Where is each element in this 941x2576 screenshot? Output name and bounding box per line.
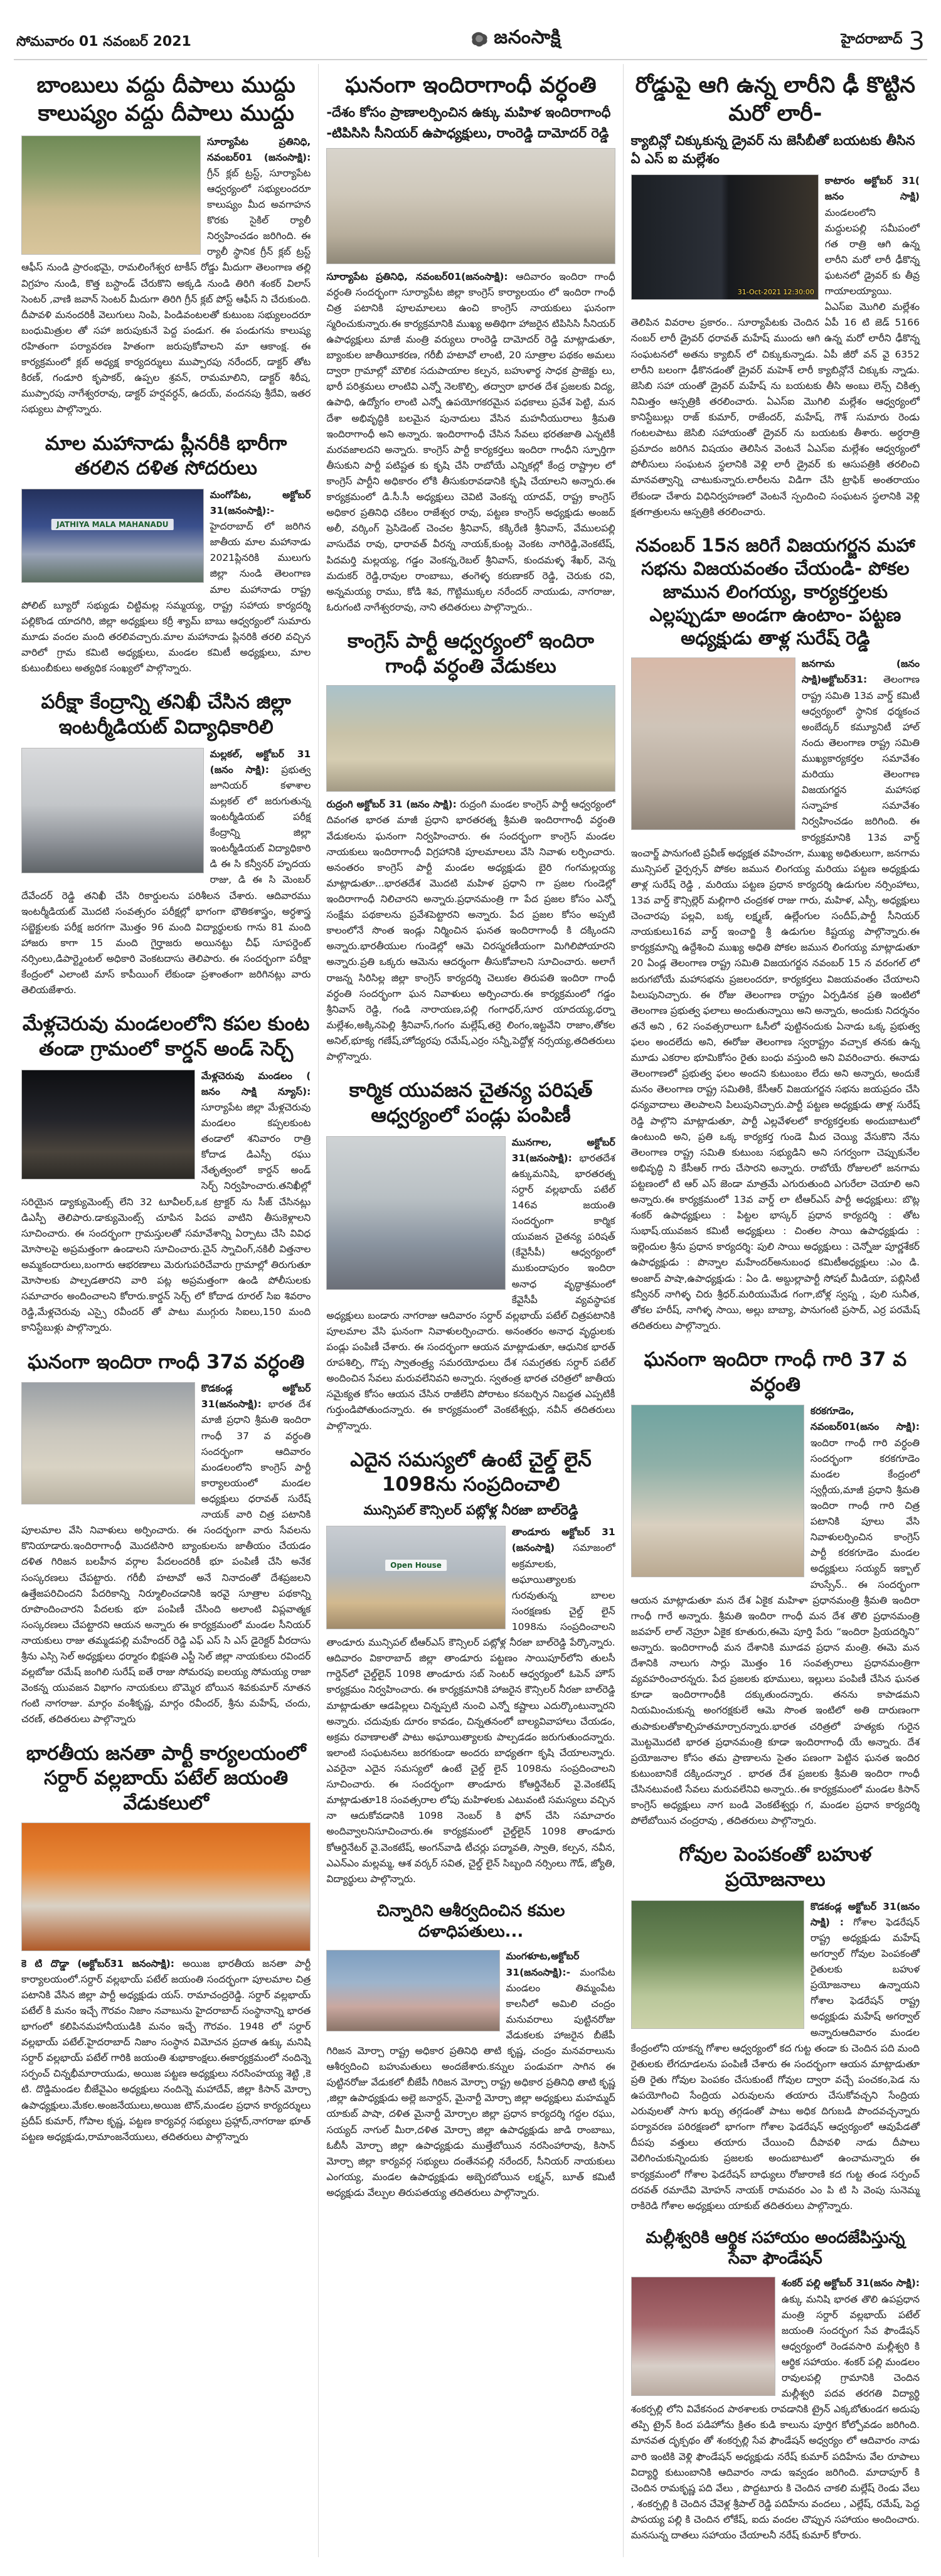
article-body-text: రుద్రంగి మండల కాంగ్రెస్ పార్టీ ఆధ్వర్యంలో దివంగత భారత మాజీ ప్రధాని భారతరత్న శ్రీమతి ఇందిరాగాంధీ వర్ధంతి వేడుకలను ఘనంగా నిర్వహించారు. ఈ సందర్భంగా కాంగ్రెస్ మండల నాయకులు ఇందిరాగాంధీ విగ్రహానికి పూలమాలలు వేసి నివాళు లర్పించారు. అనంతరం కాంగ్రెస్ పార్టీ మండల అధ్యక్షుడు బైరి గంగమల్లయ్య మాట్లాడుతూ...భారతదేశ మొదటి మహిళ ప్రధాని గా ప్రజల గుండెల్లో ఇందిరాగాంధీ నిలిచారని అన్నారు.ప్రధానమంత్రి గా పేద ప్రజల కోసం ఎన్నో సంక్షేమ పథకాలను ప్రవేశపెట్టారని అన్నారు. పేద ప్రజల కోసం అప్పటి కాలంలోనే సొంత ఇండ్లు నిర్మించిన ఘనత ఇందిరాగాంధీ కి దక్కిందని అన్నారు.భారతీయుల గుండెల్లో ఆమె చిరస్మరణీయంగా మిగిలిపోయారని అన్నారు.ప్రతి ఒక్కరు ఆమెను ఆదర్శంగా తీసుకోవాలని సూచించారు. అలాగే రాజన్న సిరిసిల్ల జిల్లా కాంగ్రెస్ కార్యదర్శి చెలుకల తిరుపతి ఇందిరా గాంధీ వర్ధంతి సందర్భంగా ఘన నివాళులు అర్పించారు.ఈ కార్యక్రమంలో గడ్డం శ్రీనివాస్ రెడ్డి, గండి నారాయణ,పల్లి గంగాధర్,సూర యాదయ్య,ధర్నా మల్లేశం,అక్కినపెల్లి శ్రీనివాస్,గంగం మల్లేష్,తర్రె లింగం,ఇట్టవేని రాజాం,తోకల అనిల్,భూక్య గణేష్,హోద్యరపు రమేష్,ఎర్రం సన్నీ,పెద్దోళ్ల నర్సయ్య,తదితరులు పాల్గొన్నారు. — [326, 799, 615, 1063]
edition-date: సోమవారం 01 నవంబర్ 2021 — [16, 34, 191, 50]
article-body-text: సమాజంలో అక్రమాలకు, అఘాయిత్యాలకు గురవుతున్న బాలల సంరక్షణకు చైల్డ్ లైన్ 1098ను సంప్రదించాలని తాండూరు మున్సిపల్ టీఆర్ఎస్ కౌన్సిలర్ పట్లోళ్ల నీరజా బాల్‌రెడ్డి పేర్కొన్నారు. ఆదివారం వికారాబాద్ జిల్లా తాండూరు పట్టణం సాయిపూర్‌లోని తులసీ గార్డెన్‌లో చైల్డ్‌లైన్ 1098 తాండూరు సబ్ సెంటర్ ఆధ్వర్యంలో ఓపెన్ హౌస్ కార్యక్రమం నిర్వహించారు. ఈ కార్యక్రమానికి హాజరైన కౌన్సిలర్ నీరజా బాల్‌రెడ్డి మాట్లాడుతూ ఆడపిల్లలు చిన్నప్పటి నుంచి ఎన్నో కష్టాలు ఎదుర్కొంటున్నారని అన్నారు. చదువుకు దూరం కావడం, చిన్నతనంలో బాల్యవివాహాలు చేయడం, అక్రమ రవాణాలతో పాటు అఘాయిత్యాలకు పాల్పడడం జరుగుతుందన్నారు. ఇలాంటి సంఘటనలు జరగకుండా అందరు బాధ్యతగా కృషి చేయాలన్నారు. ఎవరైనా ఎదైన సమస్యలో ఉంటే చైల్డ్ లైన్ 1098ను సంప్రదించాలని సూచించారు. ఈ సందర్భంగా తాండూరు కోఆర్డినేటర్ వై.వెంకటేష్ మాట్లాడుతూ18 సంవత్సరాల లోపు మహిళలకు ఎటువంటి సమస్యలు వచ్చిన నా ఆదుకోవడానికి 1098 నెంబర్ కి ఫోన్ చేసి సమాచారం అందివ్వాలనిసూచించారు.ఈ కార్యక్రమంలో చైల్డ్‌లైన్ 1098 తాండూరు కోఆర్డినేటర్ వై.వెంకటేష్, అంగన్‌వాడి టీచర్లు పద్మావతి, స్వాతి, కల్పన, నవీన, ఎఎన్ఎం మల్లమ్మ, ఆశ వర్కర్ సవిత, చైల్డ్ లైన్ సిబ్బంది నర్సింలు గౌడ్, జ్యోతి, విద్యార్థులు పాల్గొన్నారు. — [326, 1542, 615, 1885]
photo-trs-meeting — [631, 657, 795, 830]
article-bjp-birthday-blessing — [326, 1901, 615, 2201]
article-exam-inspection — [21, 690, 311, 998]
article-byline: కొడకండ్ల అక్టోబర్ 31(జనంసాక్షి): — [201, 1383, 311, 1410]
article-byline: మల్లకల్, అక్టోబర్ 31 (జనం సాక్షి): — [210, 748, 311, 775]
article-headline: చిన్నారిని ఆశీర్వదించిన కమల దళాధిపతులు... — [376, 1901, 565, 1942]
article-byline: కె టి దొడ్డా (అక్టోబర్31 జనంసాక్షి): — [21, 1957, 174, 1969]
article-congress-rudrangi — [326, 629, 615, 1065]
article-deck: మున్సిపల్ కౌన్సిలర్ పట్లోళ్ల నీరజా బాల్‌రెడ్డి — [363, 1502, 578, 1518]
article-headline: కార్మిక యువజన చైతన్య పరిషత్ ఆధ్వర్యంలో పండ్లు పంపిణీ — [349, 1079, 593, 1127]
page-header — [14, 9, 927, 60]
masthead-map-icon — [471, 31, 489, 48]
article-headline: నవంబర్ 15న జరిగే విజయగర్జన మహా సభను విజయవంతం చేయండి- పోకల జామున లింగయ్య, కార్యకర్తలకు ఎల్లప్పుడూ అండగా ఉంటాం- పట్టణ అధ్యక్షుడు తాళ్ల సురేష్ రెడ్డి — [635, 534, 915, 649]
article-body-text: మంగపేట మండలం తిమ్మంపేట కాలనీలో అమిలి చంద్రం మనువరాలు పుట్టినరోజు వేడుకలకు హాజరైన బీజేపీ గిరిజన మోర్చా రాష్ట్ర అధికార ప్రతినిధి తాటి కృష్ణ, చంద్రం మనవరాలును ఆశీర్వదించి బహుమతులు అందజేశారు.కన్నుల పండువగా సాగిన ఈ పుట్టినరోజు వేడుకలో బీజేపీ గిరిజన మోర్చా రాష్ట్ర అధికార ప్రతినిధి తాటి కృష్ణ ,జిల్లా ఉపాధ్యక్షుడు అల్లె జనార్దన్, మైనార్టీ మోర్చా జిల్లా అధ్యక్షులు మహమ్మద్ యాకుబ్ పాషా, దళిత మైనార్టీ మోర్చాల జిల్లా ప్రధాన కార్యదర్శి గద్దల రఘు, సయ్యద్ నాగుల్ మీరా,దళిత మోర్చా జిల్లా ఉపాధ్యక్షుడు జాడి రాంబాబు, ఓబీసీ మోర్చా జిల్లా ఉపాధ్యక్షుడు ముత్తేబోయిన నరసింహారావు, కిసాన్ మోర్చా జిల్లా కార్యవర్గ సభ్యులు దంతేనపల్లి నరేందర్, సీనియర్ నాయకులు ఎంగయ్య, మండల ఉపాధ్యక్షుడు అబ్బెరబోయిన లక్ష్మన్, బూత్ కమిటీ అధ్యక్షుడు వేల్పుల తిరుపతయ్య తదితరులు పాల్గొన్నారు. — [326, 1966, 615, 2199]
photo-mala-mahanadu-dais — [21, 489, 204, 583]
article-byline: తాండూరు అక్టోబర్ 31 (జనంసాక్షి) — [511, 1526, 615, 1554]
article-body-text: భారతదేశ ఉక్కుమనిషి, భారతరత్న సర్దార్ వల్లభాయ్ పటేల్ 146వ జయంతి సందర్భంగా కార్మిక యువజన చైతన్య పరిషత్ (కేవైసీపీ) ఆధ్వర్యంలో ముకుందాపురం ఇందిరా అనాధ వృద్ధాశ్రమంలో కేవైసీపీ వ్యవస్థాపక అధ్యక్షులు బండారు నాగరాజు ఆదివారం సర్దార్ వల్లభాయ్ పటేల్ చిత్రపటానికి పూలమాల వేసి ఘనంగా నివాళులర్పించారు. అనంతరం అనాధ వృద్ధులకు పండ్లు పంపిణీ చేశారు. ఈ సందర్భంగా ఆయన మాట్లాడుతూ, ఆధునిక భారత్ రూపశిల్పి, గొప్ప స్వాతంత్ర్య సమరయోధులు దేశ సమగ్రతకు సర్దార్ పటేల్ అందించిన సేవలు మరువలేనివని అన్నారు. స్వతంత్ర భారత చరిత్రలో జాతీయ సమైక్యత కోసం ఆయన చేసిన రాజీలేని పోరాటం కనబర్చిన నిబద్ధత ఎప్పటికీ గుర్తుండిపోతుందన్నారు. ఈ కార్యక్రమంలో వెంకటేశ్వర్లు, నవీన్ తదితరులు పాల్గొన్నారు. — [326, 1152, 615, 1432]
photo-fruit-distribution — [326, 1136, 505, 1290]
article-headline: గోవుల పెంపకంతో బహుళ ప్రయోజనాలు — [679, 1843, 872, 1891]
photo-calf-distribution — [631, 1900, 804, 2029]
article-deck: క్యాబిన్లో చిక్కుకున్న డ్రైవర్ ను జెసీబీతో బయటకు తీసిన ఏ ఎస్ ఐ మల్లేశం — [630, 132, 915, 166]
article-headline: మల్లీశ్వరికి ఆర్థిక సహాయం అందజేపిస్తున్న సేవా ఫౌండేషన్ — [646, 2228, 905, 2269]
article-byline: కరకగూడెం, నవంబర్01(జనం సాక్షి): — [810, 1405, 920, 1433]
photo-aid-handover — [631, 2277, 775, 2396]
article-body-text: భారత దేశ మాజీ ప్రధాని శ్రీమతి ఇందిరా గాంధీ 37 వ వర్ధంతి సందర్భంగా ఆదివారం మండలంలోని కాంగ్రెస్ పార్టీ కార్యాలయంలో మండల అధ్యక్షులు ధరావత్ సురేష్ నాయక్ వారి చిత్ర పటానికి పూలమాల వేసి నివాళులు అర్పించారు. ఈ సందర్భంగా వారు సేవలను కొనియాడారు.ఇందిరాగాంధీ మొదటిసారి బ్యాంకులను జాతీయం చేయడం దళిత గిరిజన బలహీన వర్గాల పేదలందరికీ భూ పంపిణీ చేసి అనేక సంస్కరణలు చేపట్టారు. గరీబీ హటావో అనే నినాదంతో దేశప్రజలని ఉత్తేజపరిచిందని పేదరికాన్ని నిర్మూలించడానికి ఇరవై సూత్రాల పథకాన్ని రూపొందించారని పేదలకు భూ పంపిణీ చేసింది అలాంటి విప్లవాత్మక సంస్కరణలు చేపట్టారని ఆయన అన్నారు ఈ కార్యక్రమంలో మండల సీనియర్ నాయకులు రాజు తమ్మడపల్లి మహేందర్ రెడ్డి ఎఫ్ ఎస్ సి ఎస్ డైరెక్టర్ వీరదాసు శ్రీను ఎస్సి సెల్ అధ్యక్షులు ధర్మారం భిక్షపతి ఎస్టీ సెల్ జిల్లా నాయకులు రవిందర్ వల్లబోజు రమేష్ జంగిలి సురేష్ ఐతే రాజు సోమరపు ఐలయ్య సోమయ్య రాజా వెంకన్న యువజన విభాగం నాయకులు బొమ్మెర బోయిన శివకుమార్ నూతన గంటి నాగరాజు. మార్గం వంశీకృష్ణ, మార్గం రవీందర్, శ్రీను మహేష్, చందు, చరణ్, తదితరులు పాల్గొన్నారు — [21, 1398, 311, 1725]
article-bjp-patel-jayanti — [21, 1742, 311, 2145]
header-right — [841, 27, 925, 56]
photo-congress-indira-portrait — [326, 148, 615, 264]
masthead — [471, 26, 561, 53]
photo-rudrangi-congress-group — [326, 685, 615, 792]
article-childline-1098 — [326, 1448, 615, 1887]
article-deck: -దేశం కోసం ప్రాణాలర్పించిన ఉక్కు మహిళ ఇందిరాగాంధీ — [326, 104, 611, 120]
article-byline: కాటారం అక్టోబర్ 31( జనం సాక్షి) — [824, 175, 920, 203]
article-byline: మంగళూట,అక్టోబర్ 31(జనంసాక్షి):- — [506, 1951, 580, 1978]
article-byline: మంగోపేట, అక్టోబర్ 31(జనంసాక్షి):- — [210, 489, 311, 517]
article-headline: పరీక్షా కేంద్రాన్ని తనిఖీ చేసిన జిల్లా ఇంటర్మీడియట్ విద్యాధికారిలి — [41, 691, 291, 738]
photo-indira-chair-tribute — [631, 1405, 804, 1577]
article-headline: మేళ్లచెరువు మండలంలోని కపల కుంట తండా గ్రామంలో కార్డన్ అండ్ సెర్చ్ — [22, 1013, 310, 1060]
page-number: 3 — [908, 27, 925, 56]
article-cow-rearing — [631, 1843, 920, 2214]
article-byline: సూర్యాపేట ప్రతినిధి, నవంబర్01(జనంసాక్షి): — [326, 270, 508, 282]
article-trs-vijayagarjana — [631, 534, 920, 1334]
article-seva-foundation-aid — [631, 2228, 920, 2543]
photo-banner-text: Open House — [385, 1560, 447, 1571]
article-body-text: గ్రీన్ క్లబ్ ట్రస్ట్, సూర్యాపేట ఆధ్వర్యంలో సభ్యులందరూ కాలుష్యం మీద అవగాహన కొరకు సైకిల్ ర్యాలీ నిర్వహించడం జరిగింది. ఈ ర్యాలీ స్థానిక గ్రీన్ క్లబ్ ట్రస్ట్ ఆఫీస్ నుండి ప్రారంభమై, రామలింగేశ్వర టాకీస్ రోడ్డు మీదుగా తెలంగాణ తల్లి విగ్రహం నుండి, కొత్త బస్టాండ్ చేరుకొని అక్కడి నుండి తిరిగి శంకర్ విలాస్ సెంటర్ ,వాణి జవాన్ సెంటర్ మీదుగా తిరిగి గ్రీన్ క్లబ్ పోస్ట్ ఆఫీస్ ని చేరుకుంది. దీపావళి మనందరికీ వెలుగులు నింపి, పిండివంటలతో కుటుంబ సభ్యులందరూ బంధుమిత్రుల తో సహా జరుపుకునే పెద్ద పండుగ. ఈ పండుగను కాలుష్య రహితంగా పర్యావరణ హితంగా జరుపుకోవాలని మా ఆకాంక్ష. ఈ కార్యక్రమంలో క్లబ్ అధ్యక్ష కార్యదర్శులు ముప్పారపు నరేందర్, డాక్టర్ తోట కిరణ్, గండూరి కృపాకర్, ఉప్పల శ్రవన్, రామమాలిని, డాక్టర్ శిరీష, ముప్పారపు నాగేశ్వరరావు, డాక్టర్ హర్షవర్ధన్, ఉదయ్, వందనపు శ్రీదేవి, ఇతర సభ్యులు పాల్గొన్నారు. — [21, 167, 311, 415]
article-body-text: అయిజ భారతీయ జనతా పార్టీ కార్యాలయంలో.సర్దార్ వల్లభాయ్ పటేల్ జయంతి సందర్భంగా పూలమాల చిత్ర పటానికి వేసిన జిల్లా పార్టీ అధ్యక్షుడు యస్. రామాచంద్రరెడ్డి. సర్దార్ వల్లభాయ్ పటేల్ కి మనం ఇచ్చే గౌరవం నిజాం నవాబును హైదరాబాద్ సంస్థానాన్ని భారత భాగంలో కలిపినమహానీయుడికి మనం ఇచ్చే గౌరవం. 1948 లో సర్దార్ వల్లభాయ్ పటేల్.హైదరాబాద్ నిజాం సంస్థాన విమోచన ప్రదాత ఉక్కు మనిషి సర్దార్ వల్లభాయ్ పటేల్ గారికి జయంతి శుభాకాంక్షలు.ఈకార్యక్రమంలో నందిన్నె సర్పంచ్ చిన్నభీమారాయుడు, అయిజ పట్టణ అధ్యక్షులు నరసింహయ్య శెట్టి ,కె టి. దొడ్డిమండల బీజేవైఎం అధ్యక్షులు నందిన్నె మహాదేవ్, జిల్లా కిసాన్ మోర్చా ఉపాధ్యక్షులు.మేకల.అంజనేయులు,అయిజ టౌన్,మండల ప్రధాన కార్యదర్శులు ప్రదీప్ కుమార్, గోపాల కృష్ణ, పట్టణ కార్యవర్గ సభ్యులు ప్రహ్లాద్,నాగరాజు భూత్ పట్టణ అధ్యక్షుడు,రామాంజనేయులు, తదితరులు పాల్గొన్నారు — [21, 1957, 311, 2142]
article-body-text: ప్రభుత్వ జూనియర్ కళాశాల మల్లకల్ లో జరుగుతున్న ఇంటర్మీడియట్ పరీక్ష కేంద్రాన్ని జిల్లా ఇంటర్మీడియట్ విద్యాధికారి డి ఈ సి కన్వీనర్ హృదయ రాజు, డి ఈ సి మెంబర్ దేవేందర్ రెడ్డి తనిఖీ చేసి రికార్డులను పరిశీలన చేశారు. ఆదివారము ఇంటర్మీడియట్ మొదటి సంవత్సరం పరీక్షల్లో భాగంగా భౌతికశాస్త్రం, అర్ధశాస్త్ర సబ్జెక్టులకు పరీక్ష జరగగా మొత్తం 96 మంది విద్యార్థులకు గాను 81 మంది హాజరు కాగా 15 మంది గైర్హాజరు అయినట్టు చీఫ్ సూపర్డెంట్ నర్సింలు,డిపార్ట్మెంటల్ అధికారి వెంకటదాసు తెలిపారు. ఈ సందర్భంగా పరీక్షా కేంద్రంలో ఎలాంటి మాస్ కాపీయింగ్ లేకుండా ప్రశాంతంగా జరిగినట్లు వారు తెలియజేశారు. — [21, 764, 311, 996]
article-lorry-accident — [631, 72, 920, 520]
article-body-text: తెలంగాణ రాష్ట్ర సమితి 13వ వార్డ్ కమిటీ ఆధ్వర్యంలో స్థానిక ధర్మకంచ అంబేద్కర్ కమ్యూనిటీ హాల్ నందు తెలంగాణ రాష్ట్ర సమితి ముఖ్యకార్యకర్తల సమావేశం మరియు తెలంగాణ విజయగర్జన మహాసభ సన్నాహక సమావేశం నిర్వహించడం జరిగింది. ఈ కార్యక్రమానికి 13వ వార్డ్ ఇంచార్జ్ పానుగంటి ప్రవీణ్ అధ్యక్షత వహించగా, ముఖ్య అధితులుగా, జనగామ మున్సిపల్ ఛైర్పర్సన్ పోకల జమున లింగయ్య మరియు పట్టణ అధ్యక్షుడు తాళ్ల సురేష్ రెడ్డి , మరియు పట్టణ ప్రధాన కార్యదర్శి ఉడుగుల నర్సింహాలు, 13వ వార్డ్ కౌన్సిల్లెర్ మల్లిగారి చంద్రకళ రాజు గారు, మహిళ, ఎస్సీ, అధ్యక్షులు చెంచారపు పల్లవి, బక్క లక్ష్మణ్, ఉల్లేంగుల సందీప్,పార్టీ సీనియర్ నాయకులు16వ వార్డ్ ఇంచార్జి శ్రీ ఉడుగుల కిష్టయ్య పాల్గొన్నారు.ఈ కార్యక్రమాన్ని ఉద్దేశించి ముఖ్య అధితి పోకల జమున లింగయ్య మాట్లాడుతూ 20 ఏండ్ల తెలంగాణ రాష్ట్ర సమితి విజయగర్జన నవంబర్ 15 న వరంగల్ లో జరుగబోయే మహాసభను ప్రజలందరూ, కార్యకర్తలు విజయవంతం చేయాలని పిలుపునిచ్చారు. ఈ రోజు తెలంగాణ రాష్ట్రం ఏర్పడినక ప్రతి ఇంటిలో తెలంగాణ ప్రభుత్వ ఫలాలు అందుతున్నాయి అని అన్నారు, అందుకు నిదర్శనం తనే అని , 62 సంవత్సరాలుగా ఓసీలో పుట్టినందుకు ఏనాడు ఒక్క ప్రభుత్వ ఫలం అందలేదు అని, ఈరోజు తెలంగాణ స్వరాష్ట్రం వచ్చాక తనకు ఉన్న మూడు ఎకరాల భూమికోసం రైతు బంధు వస్తుంది అని వివరించారు. ఈనాడు తెలంగాణలో ప్రభుత్వ ఫలం అందని కుటుంబం లేదు అని అన్నారు, అందుకే మనం తెలంగాణ రాష్ట్ర సమితికి, కేసీఆర్ విజయగర్జన సభను జయప్రదం చేసి ధన్యవాదాలు తెలపాలని పిలుపునిచ్చారు.పార్టీ పట్టణ అధ్యక్షుడు తాళ్ల సురేష్ రెడ్డి పాల్గొని మాట్లాడుతూ, పార్టీ ఎల్లవేళలలో కార్యకర్తలకు అందుబాటులో ఉంటుంది అని, ప్రతి ఒక్క కార్యకర్త గుండె మీద చెయ్యి వేసుకొని నేను తెలంగాణ రాష్ట్ర సమితి కుటుంబ సభ్యుడిని అని సగర్వంగా చెప్పుకునేల అభివృద్ధి ని కేసీఆర్ గారు చేసారని అన్నారు. రాబోయే రోజులలో జనగామ పట్టణంలో టి ఆర్ ఎస్ జెండా మాత్రమే ఎగురుతుంది ఎగురేలా చెయాలి అని అన్నారు.ఈ కార్యక్రమంలో 13వ వార్డ్ లా టీఆర్ఎస్ పార్టీ అధ్యక్షులు: బొట్ల శంకర్ ఉపాధ్యక్షులు : పిట్టల భాస్కర్ ప్రధాన కార్యదర్శి : తోట సుభాష్.యువజన కమిటీ అధ్యక్షులు : చింతల సాయి ఉపాధ్యక్షుడు : ఇల్లెందుల శ్రీను ప్రధాన కార్యదర్శి: పులి సాయి అధ్యక్షులు : చెన్నోజు పూర్ణశేకర్ ఉపాధ్యక్షుడు : పొన్నాల మహేందర్అనుబంధ కమిటీఅధ్యక్షులు :ఎం డి. అంజాద్ పాషా,ఉపాధ్యక్షుడు : ఏం డి. అబ్దుల్లాపార్టీ సోషల్ మీడియా, పబ్లిసిటీ కన్వీనర్ నాగిళ్ళ చిరు శ్రీధర్.మరియుమేడ గంగా,బోళ్ల స్వప్న , పులి సునీత, తోకల హరీష్, నాగిళ్ళ సాయి, అల్లు బాబ్యా, పానుగంటి ప్రసాద్, ఎర్ర పరమేష్ తదితరులు పాల్గొన్నారు. — [630, 674, 920, 1331]
article-cordon-search — [21, 1012, 311, 1336]
article-byline: మునగాల, అక్టోబర్ 31(జనంసాక్షి): — [511, 1136, 615, 1164]
article-headline: ఘనంగా ఇందిరాగాంధీ వర్ధంతి — [345, 73, 597, 98]
photo-lorry-accident-night — [631, 174, 819, 300]
article-headline: భారతీయ జనతా పార్టీ కార్యలయంలో సర్దార్ వల్లబాయ్ పటేల్ జయంతి వేడుకలులో — [26, 1742, 306, 1814]
photo-timestamp: 31-Oct-2021 12:30:00 — [737, 288, 814, 297]
article-deck2: -టిపిసిసి సీనియర్ ఉపాధ్యక్షులు, రాంరెడ్డి దామోదర్ రెడ్డి — [326, 125, 609, 141]
masthead-title: జనంసాక్షి — [494, 26, 561, 48]
article-fruit-distribution — [326, 1078, 615, 1434]
photo-bjp-office — [21, 1823, 311, 1951]
article-byline: శంకర్ పల్లి అక్టోబర్ 31(జనం సాక్షి): — [781, 2277, 920, 2289]
article-body-text: ఇందిరా గాంధీ గారి వర్ధంతి సందర్భంగా కరకగూడెం మండల కేంద్రంలో స్వర్గీయ,మాజీ ప్రధాని శ్రీమతి ఇందిరా గాంధీ గారి చిత్ర పటానికి పూలు వేసి నివాళులర్పించిన కాంగ్రెస్ పార్టీ కరకగూడెం మండల అధ్యక్షులు సయ్యద్ ఇక్బాల్ హుస్సేన్.. ఈ సందర్భంగా ఆయన మాట్లాడుతూ మన దేశ ఏకైక మహిళా ప్రధానమంత్రి శ్రీమతి ఇందిరా గాంధీ గారే అన్నారు. శ్రీమతి ఇందిరా గాంధీ మన దేశ తొలి ప్రధానమంత్రి జవహర్ లాల్ నెహ్రూ ఏకైక కూతురు,ఈమె పూర్తి పేరు “ఇందిరా ప్రియదర్శిని” అన్నారు. ఇందిరాగాంధీ మన దేశానికి మూడవ ప్రధాన మంత్రి. ఈమె మన దేశానికి నాలుగు సార్లు మొత్తం 16 సంవత్సరాలు ప్రధానమంత్రిగా వ్యవహరించారన్నరు. పేద ప్రజలకు భూములు, ఇల్లులు పంపిణీ చేసిన ఘనత కూడా ఇందిరాగాంధీకి దక్కుతుందన్నారు. తనను కాపాడమని నియమించుకున్న అంగరక్షకులే ఆమె సొంత ఇంటిలో అతి దారుణంగా తుపాకులతోకాల్చిహతమార్చారన్నారు.భారత చరిత్రలో హత్యకు గురైన మొట్టమొదటి భారత ప్రధానమంత్రి కూడా ఇందిరాగాంధీ యే అన్నారు. దేశ ప్రయోజనాల కోసం తమ ప్రాణాలను సైతం పణంగా పెట్టిన ఘనత ఇందిర కుటుంబానికే దక్కిందన్నార . భారత దేశ ప్రజలకు శ్రీమతి ఇందిరా గాంధీ చేసినటువంటి సేవలు మరువలేనివి అన్నారు..ఈ కార్యక్రమంలో మండల కిసాన్ కాంగ్రెస్ అధ్యక్షులు నాగ బండి వెంకటేశ్వర్లు గ, మండల ప్రధాన కార్యదర్శి పోలేబోయిన చంద్రరావు , తదితరులు పాల్గొన్నారు. — [630, 1437, 920, 1827]
photo-banner-text: JATHIYA MALA MAHANADU — [51, 519, 173, 530]
article-headline: కాంగ్రెస్ పార్టీ ఆధ్వర్యంలో ఇందిరా గాంధీ వర్ధంతి వేడుకలు — [348, 629, 594, 678]
article-body-text: సూర్యాపేట జిల్లా మేళ్లచెరువు మండలం కప్పలకుంట తండాలో శనివారం రాత్రి కోదాడ డిఎస్పీ రఘు నేతృత్వంలో కార్డన్ అండ్ సెర్చ్ నిర్వహించారు.తనిఖీల్లో సరియైన డ్యాక్యుమెంట్స్ లేని 32 టూవీలర్,ఒక ట్రాక్టర్ ను సీజ్ చేసినట్లు డిఎస్పీ తెలిపారు.డాక్యుమెంట్స్ చూపిన పిదప వాటిని తీసుకెళ్లాలని సూచించారు. ఈ సందర్భంగా గ్రామస్తులతో సమావేశాన్ని ఏర్పాటు చేసి వివిధ మోసాలపై అప్రమత్తంగా ఉండాలని సూచించారు.చైన్ స్నాచింగ్,నకిలీ విత్తనాల అమ్మకందారులు,బంగారు ఆభరణాలు మెరుగుపరిచేవారు గ్రామాల్లో తిరుగుతూ మోసాలకు పాల్పడతారని వారి పట్ల అప్రమత్తంగా ఉండి పోలీసులకు సమాచారం అందించాలని కోరారు.కార్డన్ సెర్చ్ లో కోదాడ రూరల్ సిఐ శివరాం రెడ్డి,మేళ్లచెరువు ఎస్సై రవీందర్ తో పాటు ముగ్గురు సిఐలు,150 మంది కానిస్టేబుళ్లు పాల్గొన్నారు. — [21, 1101, 311, 1334]
photo-exam-hall — [21, 748, 204, 873]
columns — [14, 64, 927, 2557]
article-mala-mahanadu — [21, 432, 311, 677]
article-body-text: ఆదివారం ఇందిరా గాంధీ వర్ధంతి సందర్భంగా సూర్యాపేట జిల్లా కాంగ్రెస్ కార్యాలయం లో ఇందిరా గాంధీ చిత్ర పటానికి పూలమాలలు ఉంచి కాంగ్రెస్ నాయకులు ఘనంగా స్మరించుకున్నారు.ఈ కార్యక్రమానికి ముఖ్య అతిథిగా హాజరైన టిపిసిసి సీనియర్ ఉపాధ్యక్షులు మాజీ మంత్రి వర్యులు రాంరెడ్డి దామోదర్ రెడ్డి మాట్లాడుతూ, బ్యాంకుల జాతీయీకరణ, గరీబీ హటావో లాంటి, 20 సూత్రాల పథకం అమలు ద్వారా గ్రామాల్లో మౌలిక సదుపాయాల కల్పన, బహుళార్థ సాధక ప్రాజెక్టు లు, భారీ పరిశ్రమలు లాంటివి ఎన్నో నెలకొల్పి, తద్వారా భారత దేశ ప్రజలకు విద్య, ఉపాధి, ఉద్యోగం లాంటి ఎన్నో ఉపయోగకరమైన పధకాలు ప్రవేశ పెట్టి, మన దేశా అభివృద్ధికి బలమైన పునాదులు వేసిన మహనీయురాలు శ్రీమతి ఇందిరాగాంధీ అని అన్నారు. ఇందిరాగాంధీ చేసిన సేవలు భరతజాతి ఎన్నటికీ మరవజాలదని అన్నారు. కాంగ్రెస్ పార్టీ కార్యకర్తలు ఇందిరా గాంధీని స్ఫూర్తిగా తీసుకుని పార్టీ పటిష్టత కు కృషి చేసి రాబోయే ఎన్నికల్లో కేంద్ర రాష్ట్రాల లో కాంగ్రెస్ పార్టీని అధికారం లోకి తీసుకురావడానికి కృషి చేయాలని అన్నారు.ఈ కార్యక్రమంలో డి.సీ.సీ అధ్యక్షులు చెవిటి వెంకన్న యాదవ్, రాష్ట్ర కాంగ్రెస్ అధికార ప్రతినిధి చకిలం రాజేశ్వర రావు, పట్టణ కాంగ్రెస్ అధ్యక్షుడు అంజద్ అలీ, వర్కింగ్ ప్రెసిడెంట్ చెంచల శ్రీనివాస్, కక్కిరేణి శ్రీనివాస్, వేములపల్లి వాసుదేవ రావు, ధారావత్ వీరన్న నాయక్,కుంట్ల వెంకట నాగిరెడ్డి,వెంకటేష్, పిదమర్తి మల్లయ్య, గడ్డం వెంకన్న,రెబల్ శ్రీనివాస్, కుందమళ్ళ శేఖర్, వెన్న మదుకర్ రెడ్డి,రావుల రాంబాబు, తంగెళ్ళ కరుణాకర్ రెడ్డి, చెరుకు రవి, అన్నమయ్య రాము, కోడి శివ, గొట్టిముక్కల నరేందర్ నాయుడు, నాగరాజు, ఓరుగంటి నాగేశ్వరరావు, నాని తదితరులు పాల్గొన్నారు.. — [326, 270, 615, 613]
article-byline: రుద్రంగి అక్టోబర్ 31 (జనం సాక్షి): — [326, 799, 457, 811]
photo-birthday-celebration — [326, 1950, 499, 2031]
city-label: హైదరాబాద్ — [841, 31, 903, 47]
article-cycle-rally — [21, 72, 311, 418]
article-body-text: ఉక్కు మనిషి భారత తొలి ఉపప్రధాన మంత్రి సర్దార్ వల్లభాయ్ పటేల్ జయంతి సందర్భంగ సేవ ఫౌండేషన్ ఆధ్వర్యంలో రెండవసారి మల్లీశ్వరి కి ఆర్థిక సహాయం. శంకర్ పల్లి మండలం రావులపల్లి గ్రామానికి చెందిన మల్లీశ్వరి పదవ తరగతి విద్యార్థి శంకర్పల్లి లోని వివేకనంద పాఠశాలకు రావడానికి ట్రైన్ ఎక్కబోతుండగ అదుపు తప్పి ట్రైన్ కింద పడిహోను క్రితం కుడి కాలును పూర్తిగ కోల్పోవడం జరిగింది. మానవత దృక్పథం తో శంకర్పల్లి సేవ ఫౌండేషన్ అధ్వర్యం లో ఆదివారం నాడు వారి ఇంటికి వెళ్లి ఫౌండేషన్ అధ్యక్షుడు నరేష్ కుమార్ పదిహేను వేల రూపాలు విద్యార్థి కుటుంబానికి ఆదివారం నాడు ఇవ్వడం జరిగింది. మాదాపూర్ కి చెందిన రామకృష్ణ పది వేలు , పొద్దటూరు కి చెందిన చాకలి మల్లేష్ రెండు వేలు , శంకర్పల్లి కి చెందిన చేవెళ్ల శ్రీపాల్ రెడ్డి పదిహేను వందలు , ఎల్లేష్, రమేష్, పెద్ద పాపయ్య పల్లి కి చెందిన లోకేష్, ఐదు వందల చొప్పున సహాయం అందించారు. మనసున్న దాతలు సహాయం చేయాలనీ నరేష్ కుమార్ కోరారు. — [630, 2293, 920, 2541]
article-headline: ఘనంగా ఇందిరా గాంధీ గారి 37 వ వర్ధంతి — [644, 1348, 907, 1396]
column-middle — [318, 64, 622, 2557]
photo-open-house-group — [326, 1526, 505, 1629]
article-body-text: మండలంలోని మద్దులపల్లి సమీపంలో గత రాత్రి ఆగి ఉన్న లారీని మరో లారీ ఢీకొన్న ఘటనలో డ్రైవర్ కు తీవ్ర గాయాలయ్యాయి. ఏఎస్ఐ మొగిలి మల్లేశం తెలిపిన వివరాల ప్రకారం.. సూర్యాపేటకు చెందిన ఏపీ 16 టి జెడ్ 5166 నంబర్ లారీ డ్రైవర్ ధరావత్ మహేష్ ముందు ఆగి ఉన్న మరో లారీని ఢీకొన్న సంఘటనలో అతను క్యాబిన్ లో చిక్కుకున్నాడు. ఏపీ జీరో వన్ వై 6352 లారీని బలంగా ఢీకొనడంతో డ్రైవర్ మహెశ్ లారీ క్యాబిన్లోనే చిక్కుకు న్నాడు. జెసిబి సహా యంతో డ్రైవర్ మహేష్ ను బయటకు తీసి అంబు లెన్స్ చికిత్స నిమిత్తం ఆస్పత్రికి తరలించారు. ఏఎస్ఐ మొగిలి మల్లేశం ఆధ్వర్యంలో కానిస్టేబుల్లు రాజ్ కుమార్, రాజేందర్, మహేష్, గౌశ్ సుమారు రెండు గంటలపాటు జెసిబి సహాయంతో డ్రైవర్ ను బయటకు తీశారు. అర్ధరాత్రి ప్రమాదం జరిగిన విషయం తెలిసిన వెంటనే ఏఎస్ఐ మల్లేశం ఆధ్వర్యంలో పోలీసులు సంఘటన స్థలానికి వెళ్లి లారీ డ్రైవర్ కు ఆసుపత్రికి తరలించి మానవత్వాన్ని చాటుకున్నారు.లారీలను విడిగా చేసి ట్రాఫిక్ అంతరాయం లేకుండా చేశారు విధినిర్వహణలో వెంటనే స్పందించి సంఘటన స్థలానికి వెళ్లి క్షతగాత్రులను ఆస్పత్రికి తరలించారు. — [630, 206, 920, 518]
article-headline: ఎదైన సమస్యలో ఉంటే చైల్డ్ లైన్ 1098ను సంప్రదించాలి — [350, 1448, 592, 1496]
article-headline: బాంబులు వద్దు దీపాలు ముద్దు కాలుష్యం వద్దు దీపాలు ముద్దు — [36, 73, 295, 126]
article-headline: ఘనంగా ఇందిరా గాంధీ 37వ వర్ధంతి — [27, 1350, 305, 1373]
photo-cycle-rally — [21, 136, 201, 255]
photo-police-night — [21, 1070, 195, 1179]
article-indira-37-karakagudem — [631, 1348, 920, 1829]
article-byline: జనగామ (జనం సాక్షి)అక్టోబర్31: — [802, 658, 920, 686]
article-headline: మాల మహానాడు ప్లీనరీకి భారీగా తరలిన దళిత సోదరులు — [45, 432, 287, 480]
photo-indira-tribute-rally — [21, 1382, 195, 1504]
article-byline: మేళ్లచెరువు మండలం ( జనం సాక్షి న్యూస్): — [201, 1070, 311, 1097]
column-left — [14, 64, 318, 2557]
article-byline: కొడకండ్ల అక్టోబర్ 31(జనం సాక్షి) : — [810, 1900, 920, 1928]
article-body-text: గోశాల ఫెడరేషన్ రాష్ట్ర అధ్యక్షుడు మహేష్ అగర్వాల్ గోవుల పెంపకంతో రైతులకు బహుళ ప్రయోజనాలు ఉన్నాయని గోశాల ఫెడరేషన్ రాష్ట్ర అధ్యక్షుడు మహేష్ అగర్వాల్ అన్నారుఆదివారం మండల కేంద్రంలోని యాకన్న గోశాల ఆధ్వర్యంలో కద గుట్ట తండా కు చెందిన పది మంది రైతులకు లేగదూడలను పంపిణీ చేశారు ఈ సందర్భంగా ఆయన మాట్లాడుతూ ప్రతి రైతు గోవుల పెంపకం చేసుకుంటే గోవుల ద్వారా వచ్చే పంచకం,పెడ ను ఉపయోగించి సేంద్రియ ఎరువులను తయారు చేసుకోవచ్చని సేంద్రియ ఎరువులతో సాగు ఖర్చు తగ్గడంతో పాటు అధిక దిగుబడి పొందవచ్చన్నారు పర్యావరణ పరిరక్షణలో భాగంగా గోశాల ఫెడరేషన్ ఆధ్వర్యంలో ఆవుపేడతో దీపపు వత్తులు తయారు చేయించి దీపావళి నాడు దీపాలు వెలిగించుకున్నిందుకు ప్రజలకు అందుబాటులో ఉంచామన్నారు ఈ కార్యక్రమంలో గోశాల ఫెడరేషన్ బాధ్యులు రోజారాణి కద గుట్ట తండ సర్పంచ్ దరవత్ రమాదేవి మోహన్ నాయక్ రామవరం ఎం పి టి సి వెంపు సునెమ్మ రాకిరెడి గోశాల అధ్యక్షులు యాకుబ్ తదితరులు పాల్గొన్నారు. — [630, 1916, 920, 2211]
article-byline: సూర్యాపేట ప్రతినిధి, నవంబర్01 (జనంసాక్షి): — [207, 136, 311, 163]
article-indira-vardhanti-suryapet — [326, 72, 615, 615]
article-body-text: హైదరాబాద్ లో జరిగిన జాతీయ మాల మహానాడు 2021ప్లినరికి ములుగు జిల్లా నుండి తెలంగాణ మాల మహానాడు రాష్ట్ర పోలిట్ బ్యూరో సభ్యుడు చిట్టిమల్ల సమ్మయ్య, రాష్ట్ర సహాయ కార్యదర్శి పల్లికొండ యాదగిరి, జిల్లా అధ్యక్షులు కర్రీ శ్యామ్ బాబు ఆధ్వర్యంలో సుమారు మూడు వందల మంది తరలివచ్చారు.మాల మహానాడు ప్లినరికి తరలి వచ్చిన వారిలో గ్రామ కమిటి అధ్యక్షులు, మండల కమిటీ అధ్యక్షులు, మాల కుటుంబీకులు అత్యధిక సంఖ్యలో పాల్గొన్నారు. — [21, 521, 311, 674]
article-indira-37-kodakandla — [21, 1350, 311, 1728]
article-headline: రోడ్డుపై ఆగి ఉన్న లారీని ఢీ కొట్టిన మరో లారీ- — [635, 73, 915, 126]
column-right — [623, 64, 927, 2557]
